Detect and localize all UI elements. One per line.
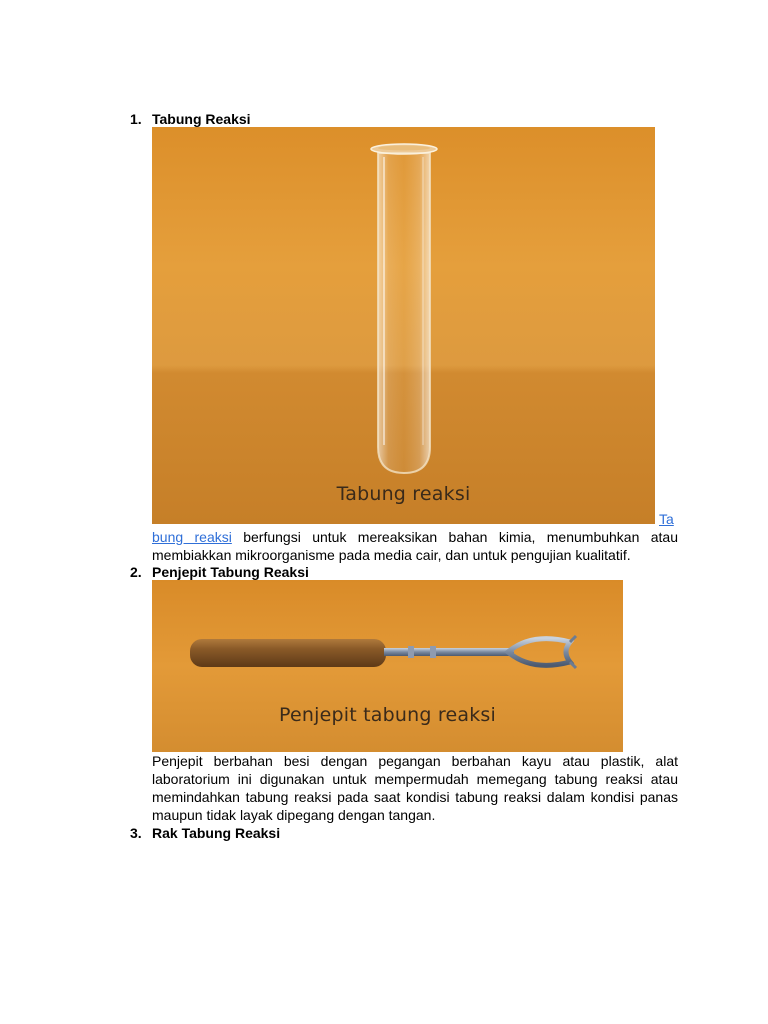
item-3-title: Rak Tabung Reaksi xyxy=(152,825,281,841)
item-2-description: Penjepit berbahan besi dengan pegangan berbahan kayu atau plastik, alat laboratorium ini digunakan untuk mempermudah memegang tabung reaksi atau memindahkan tabung reaksi pada saat kondisi tabung reaksi dalam kondisi panas maupun tidak layak dipegang dengan tangan. xyxy=(152,753,678,823)
item-1-heading xyxy=(130,111,251,127)
item-2-title: Penjepit Tabung Reaksi xyxy=(152,564,309,580)
test-tube-clamp-illustration xyxy=(152,580,623,752)
test-tube-caption: Tabung reaksi xyxy=(336,483,471,505)
test-tube-clamp-caption: Penjepit tabung reaksi xyxy=(279,704,496,726)
item-1-title: Tabung Reaksi xyxy=(152,111,251,127)
test-tube-image xyxy=(152,127,655,524)
item-3-heading xyxy=(130,825,280,841)
test-tube-link-part2[interactable]: bung reaksi xyxy=(152,529,232,545)
item-2-number: 2. xyxy=(130,564,142,580)
item-1-number: 1. xyxy=(130,111,142,127)
test-tube-link-part1[interactable]: Ta xyxy=(659,511,674,527)
test-tube-illustration xyxy=(152,127,655,524)
item-3-number: 3. xyxy=(130,825,142,841)
item-2-heading xyxy=(130,564,309,580)
item-1-description-text: berfungsi untuk mereaksikan bahan kimia, menumbuhkan atau membiakkan mikroorganisme pada media cair, dan untuk pengujian kualitatif. xyxy=(152,529,678,563)
test-tube-clamp-image xyxy=(152,580,623,752)
item-1-description xyxy=(152,528,678,564)
